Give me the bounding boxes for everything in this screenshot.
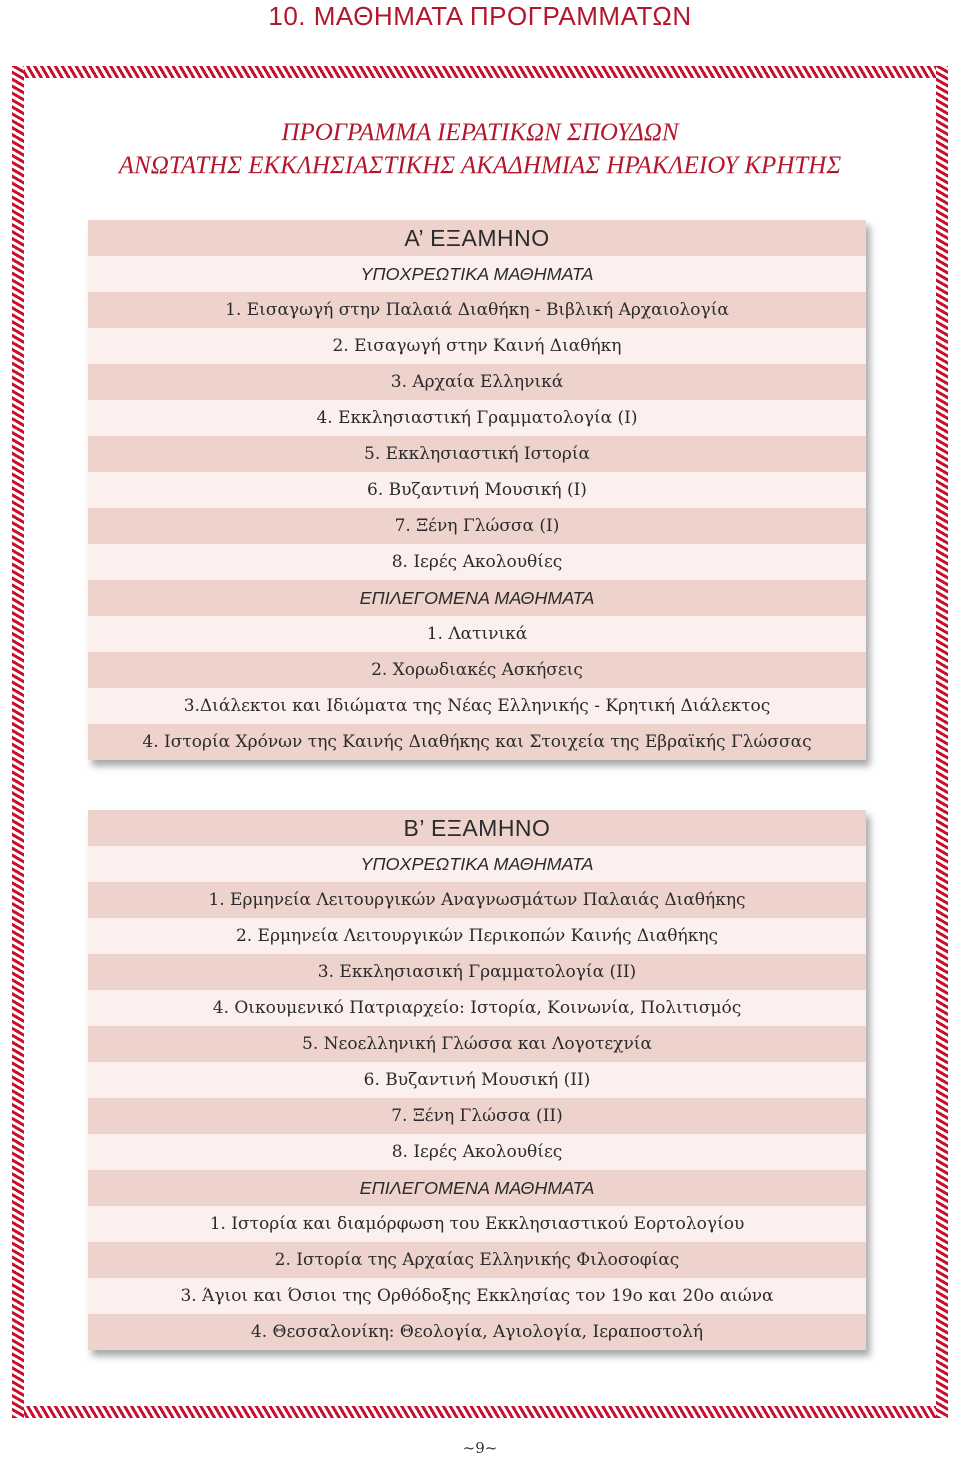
semester-a-required-heading: ΥΠΟΧΡΕΩΤΙΚΑ ΜΑΘΗΜΑΤΑ xyxy=(88,256,866,292)
semester-b-required-heading: ΥΠΟΧΡΕΩΤΙΚΑ ΜΑΘΗΜΑΤΑ xyxy=(88,846,866,882)
course-item: 4. Οικουμενικό Πατριαρχείο: Ιστορία, Κοινωνία, Πολιτισμός xyxy=(88,990,866,1026)
semester-a-title: Α’ ΕΞΑΜΗΝΟ xyxy=(88,220,866,256)
course-item: 6. Βυζαντινή Μουσική (Ι) xyxy=(88,472,866,508)
elective-item: 3. Άγιοι και Όσιοι της Ορθόδοξης Εκκλησίας τον 19ο και 20ο αιώνα xyxy=(88,1278,866,1314)
course-item: 7. Ξένη Γλώσσα (Ι) xyxy=(88,508,866,544)
semester-b-table xyxy=(88,810,866,1350)
course-item: 2. Ερμηνεία Λειτουργικών Περικοπών Καινής Διαθήκης xyxy=(88,918,866,954)
course-item: 8. Ιερές Ακολουθίες xyxy=(88,544,866,580)
elective-item: 4. Ιστορία Χρόνων της Καινής Διαθήκης και Στοιχεία της Εβραϊκής Γλώσσας xyxy=(88,724,866,760)
program-title-line2: ΑΝΩΤΑΤΗΣ ΕΚΚΛΗΣΙΑΣΤΙΚΗΣ ΑΚΑΔΗΜΙΑΣ ΗΡΑΚΛΕΙΟΥ ΚΡΗΤΗΣ xyxy=(118,152,842,179)
frame-edge-top xyxy=(12,66,948,78)
semester-a-table xyxy=(88,220,866,760)
course-item: 8. Ιερές Ακολουθίες xyxy=(88,1134,866,1170)
frame-edge-right xyxy=(936,66,948,1418)
course-item: 6. Βυζαντινή Μουσική (ΙΙ) xyxy=(88,1062,866,1098)
page-number: ~9~ xyxy=(462,1439,498,1457)
frame-edge-left xyxy=(12,66,24,1418)
course-item: 7. Ξένη Γλώσσα (ΙΙ) xyxy=(88,1098,866,1134)
course-item: 1. Εισαγωγή στην Παλαιά Διαθήκη - Βιβλική Αρχαιολογία xyxy=(88,292,866,328)
elective-item: 2. Χορωδιακές Ασκήσεις xyxy=(88,652,866,688)
course-item: 3. Αρχαία Ελληνικά xyxy=(88,364,866,400)
program-title xyxy=(0,116,960,182)
course-item: 5. Εκκλησιαστική Ιστορία xyxy=(88,436,866,472)
course-item: 3. Εκκλησιασική Γραμματολογία (ΙΙ) xyxy=(88,954,866,990)
semester-b-elective-heading: ΕΠΙΛΕΓΟΜΕΝΑ ΜΑΘΗΜΑΤΑ xyxy=(88,1170,866,1206)
elective-item: 1. Λατινικά xyxy=(88,616,866,652)
semester-a-elective-heading: ΕΠΙΛΕΓΟΜΕΝΑ ΜΑΘΗΜΑΤΑ xyxy=(88,580,866,616)
elective-item: 3.Διάλεκτοι και Ιδιώματα της Νέας Ελληνικής - Κρητική Διάλεκτος xyxy=(88,688,866,724)
semester-b-title: Β’ ΕΞΑΜΗΝΟ xyxy=(88,810,866,846)
frame-edge-bottom xyxy=(12,1406,948,1418)
program-title-line1: ΠΡΟΓΡΑΜΜΑ ΙΕΡΑΤΙΚΩΝ ΣΠΟΥΔΩΝ xyxy=(281,119,679,146)
elective-item: 1. Ιστορία και διαμόρφωση του Εκκλησιαστικού Εορτολογίου xyxy=(88,1206,866,1242)
elective-item: 2. Ιστορία της Αρχαίας Ελληνικής Φιλοσοφίας xyxy=(88,1242,866,1278)
course-item: 4. Εκκλησιαστική Γραμματολογία (Ι) xyxy=(88,400,866,436)
course-item: 5. Νεοελληνική Γλώσσα και Λογοτεχνία xyxy=(88,1026,866,1062)
course-item: 1. Ερμηνεία Λειτουργικών Αναγνωσμάτων Παλαιάς Διαθήκης xyxy=(88,882,866,918)
page-heading: 10. ΜΑΘΗΜΑΤΑ ΠΡΟΓΡΑΜΜΑΤΩΝ xyxy=(268,1,692,31)
course-item: 2. Εισαγωγή στην Καινή Διαθήκη xyxy=(88,328,866,364)
elective-item: 4. Θεσσαλονίκη: Θεολογία, Αγιολογία, Ιεραποστολή xyxy=(88,1314,866,1350)
